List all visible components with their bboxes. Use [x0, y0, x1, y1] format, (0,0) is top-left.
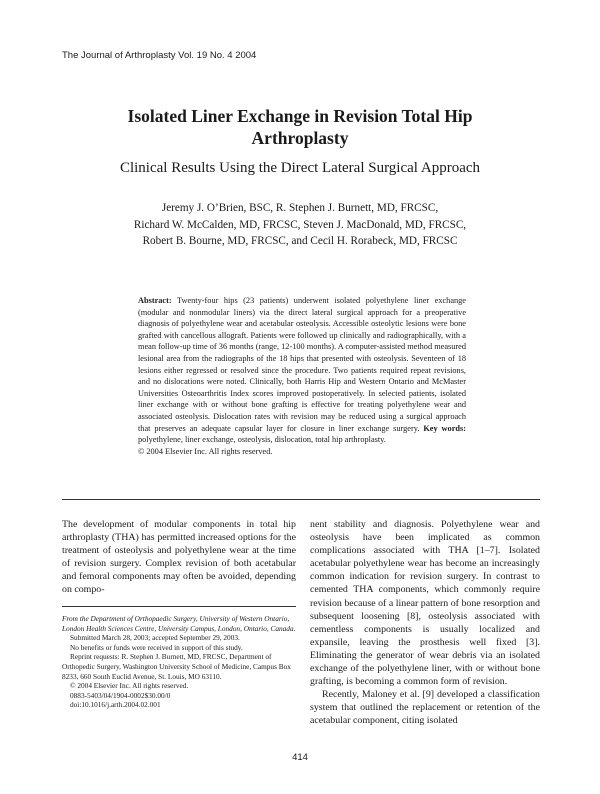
journal-header: The Journal of Arthroplasty Vol. 19 No. 4 2004 [62, 50, 257, 61]
footnotes [62, 614, 296, 710]
body-paragraph: Recently, Maloney et al. [9] developed a classification system that outlined the replacement or retention of the acetabular component, citing isolated [310, 689, 540, 727]
footnote-reprint: Reprint requests: R. Stephen J. Burnett, MD, FRCSC, Department of Orthopedic Surgery, Washington University School of Medicine, Campus Box 8233, 660 South Euclid Avenue, St. Louis, MO 63110. [62, 652, 291, 681]
author-line: Jeremy J. O’Brien, BSC, R. Stephen J. Burnett, MD, FRCSC, [161, 202, 439, 214]
abstract-copyright: © 2004 Elsevier Inc. All rights reserved. [138, 446, 273, 456]
article-subtitle: Clinical Results Using the Direct Lateral Surgical Approach [119, 160, 481, 176]
abstract-label: Abstract: [138, 296, 172, 305]
author-list [100, 200, 500, 250]
footnote-divider [62, 606, 296, 607]
body-left-column [62, 518, 296, 597]
keywords-label: Key words: [423, 423, 466, 433]
body-right-column [310, 518, 540, 728]
author-line: Robert B. Bourne, MD, FRCSC, and Cecil H. Rorabeck, MD, FRCSC [142, 235, 458, 247]
author-line: Richard W. McCalden, MD, FRCSC, Steven J. MacDonald, MD, FRCSC, [133, 218, 467, 231]
footnote-funding: No benefits or funds were received in support of this study. [70, 642, 243, 652]
title-line: Isolated Liner Exchange in Revision Total Hip [127, 106, 473, 126]
keywords: polyethylene, liner exchange, osteolysis, dislocation, total hip arthroplasty. [138, 435, 386, 445]
body-paragraph: nent stability and diagnosis. Polyethylene wear and osteolysis have been implicated as common complications associated with THA [1–7]. Isolated acetabular polyethylene wear has become an increasingly common indication for revision surgery. In contrast to cemented THA components, which commonly require revision because of a linear pattern of bone resorption and subsequent loosening [8], osteolysis associated with cementless components is usually localized and expansile, leaving the prosthesis well fixed [3]. Eliminating the generator of wear debris via an isolated exchange of the polyethylene liner, with or without bone grafting, is becoming a common form of revision. [310, 519, 540, 688]
body-paragraph: The development of modular components in total hip arthroplasty (THA) has permitted increased options for the treatment of osteolysis and polyethylene wear at the time of revision surgery. Complex revision of both acetabular and femoral components may often be avoided, depending on compo- [62, 519, 296, 596]
article-title [60, 105, 540, 149]
footnote-affiliation: From the Department of Orthopaedic Surgery, University of Western Ontario, London Health Sciences Centre, University Campus, London, Ontario, Canada. [62, 614, 296, 633]
footnote-doi: doi:10.1016/j.arth.2004.02.001 [70, 700, 161, 710]
footnote-issn: 0883-5403/04/1904-0002$30.00/0 [70, 690, 171, 700]
section-divider [62, 499, 540, 500]
page-number: 414 [292, 752, 308, 763]
abstract [138, 295, 466, 457]
footnote-submitted: Submitted March 28, 2003; accepted September 29, 2003. [70, 633, 240, 643]
abstract-body: Twenty-four hips (23 patients) underwent isolated polyethylene liner exchange (modular and nonmodular liners) via the direct lateral surgical approach for a preoperative diagnosis of polyethylene wear and acetabular osteolysis. Accessible osteolytic lesions were bone grafted with cancellous allograft. Patients were followed up clinically and radiographically, with a mean follow-up time of 36 months (range, 12-100 months). A computer-assisted method measured lesional area from the radiographs of the 18 hips that presented with osteolysis. Seventeen of 18 lesions either regressed or resolved since the procedure. Two patients required repeat revisions, and no dislocations were noted. Clinically, both Harris Hip and Western Ontario and McMaster Universities Osteoarthritis Index scores improved postoperatively. In selected patients, isolated liner exchange with or without bone grafting is effective for treating polyethylene wear and associated osteolysis. Dislocation rates with revision may be reduced using a surgical approach that preserves an adequate capsular layer for closure in liner exchange surgery. [138, 296, 466, 433]
title-line: Arthroplasty [251, 128, 349, 148]
footnote-copyright: © 2004 Elsevier Inc. All rights reserved. [70, 681, 189, 691]
